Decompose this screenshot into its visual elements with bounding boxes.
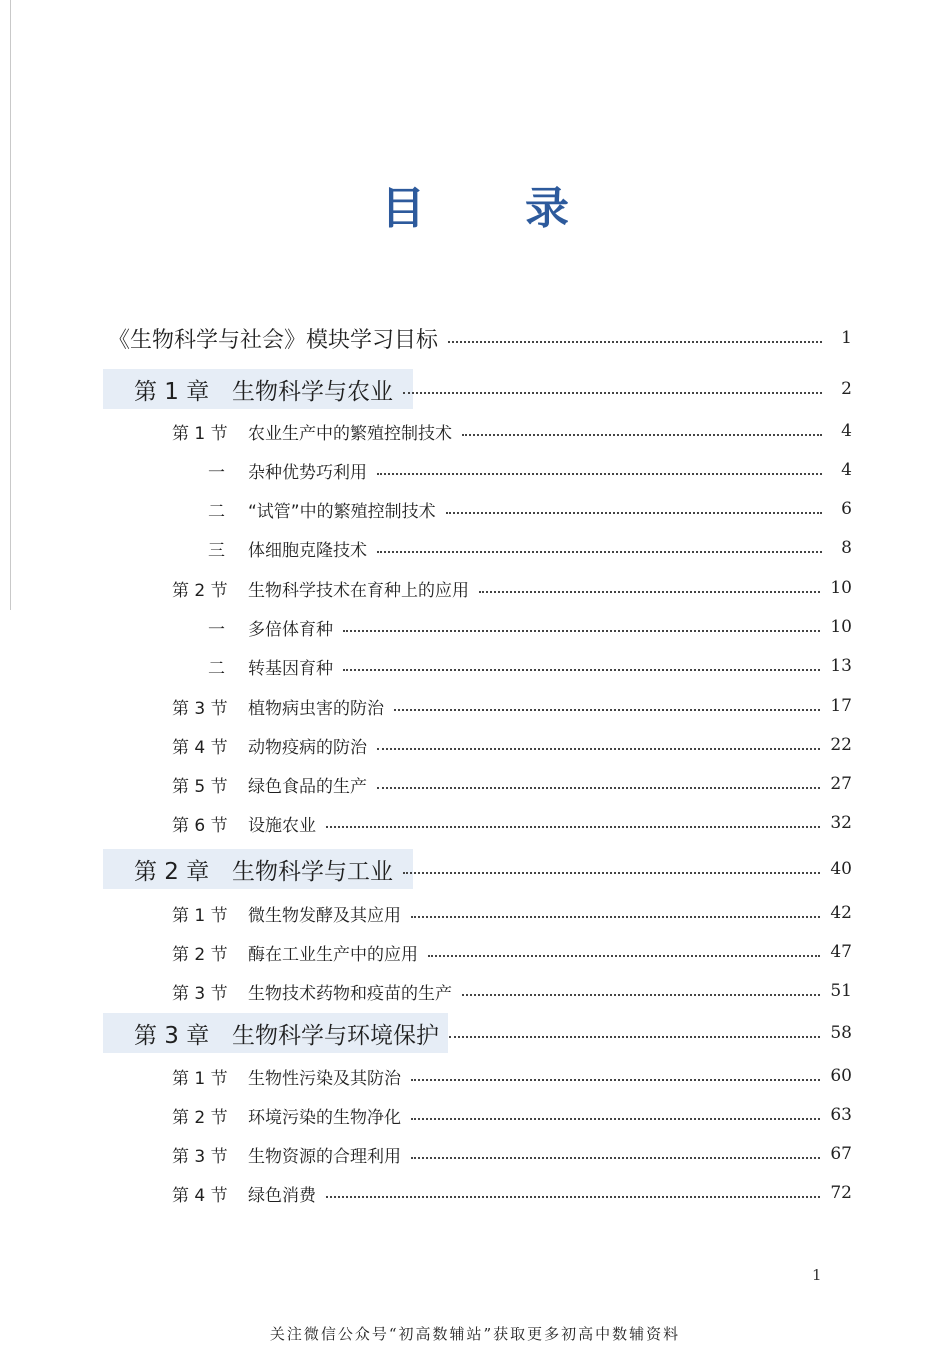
subitem-number: 二 — [208, 501, 225, 522]
toc-page-number: 17 — [830, 696, 852, 716]
leader-dots — [411, 1118, 820, 1120]
toc-section[interactable] — [0, 764, 950, 804]
toc-page-number: 42 — [830, 903, 852, 923]
leader-dots — [343, 630, 820, 632]
leader-dots — [377, 473, 822, 475]
leader-dots — [326, 1196, 820, 1198]
section-title: 植物病虫害的防治 — [248, 698, 384, 719]
leader-dots — [377, 787, 820, 789]
toc-section[interactable] — [0, 893, 950, 933]
toc-section[interactable] — [0, 1173, 950, 1213]
leader-dots — [462, 434, 822, 436]
section-number: 第 5 节 — [172, 776, 228, 797]
section-number: 第 1 节 — [172, 423, 228, 444]
toc-page-number: 67 — [830, 1144, 852, 1164]
leader-dots — [411, 1079, 820, 1081]
section-title: 生物技术药物和疫苗的生产 — [248, 983, 452, 1004]
section-title: 生物科学技术在育种上的应用 — [248, 580, 469, 601]
subitem-title: 转基因育种 — [248, 658, 333, 679]
toc-page-number: 22 — [830, 735, 852, 755]
toc-page-number: 27 — [830, 774, 852, 794]
toc-section[interactable] — [0, 411, 950, 451]
toc-entry-goals[interactable] — [0, 318, 950, 358]
toc-page-number: 32 — [830, 813, 852, 833]
chapter-title: 生物科学与农业 — [232, 378, 393, 405]
subitem-number: 一 — [208, 619, 225, 640]
toc-page-number: 6 — [841, 499, 852, 519]
leader-dots — [411, 916, 820, 918]
toc-section[interactable] — [0, 1056, 950, 1096]
section-number: 第 3 节 — [172, 1146, 228, 1167]
subitem-title: 多倍体育种 — [248, 619, 333, 640]
page-title — [0, 172, 950, 236]
section-title: 农业生产中的繁殖控制技术 — [248, 423, 452, 444]
toc-section[interactable] — [0, 971, 950, 1011]
section-number: 第 3 节 — [172, 983, 228, 1004]
section-title: 生物性污染及其防治 — [248, 1068, 401, 1089]
leader-dots — [411, 1157, 820, 1159]
toc-page-number: 4 — [841, 460, 852, 480]
chapter-title: 生物科学与工业 — [232, 858, 393, 885]
toc-page-number: 51 — [830, 981, 852, 1001]
subitem-title: 体细胞克隆技术 — [248, 540, 367, 561]
leader-dots — [326, 826, 820, 828]
leader-dots — [449, 1036, 820, 1038]
leader-dots — [462, 994, 820, 996]
section-title: 绿色食品的生产 — [248, 776, 367, 797]
subitem-title: “试管”中的繁殖控制技术 — [248, 501, 436, 522]
section-number: 第 3 节 — [172, 698, 228, 719]
section-title: 酶在工业生产中的应用 — [248, 944, 418, 965]
toc-chapter-3[interactable] — [0, 1013, 950, 1053]
toc-section[interactable] — [0, 686, 950, 726]
toc-section[interactable] — [0, 932, 950, 972]
toc-page-number: 60 — [830, 1066, 852, 1086]
subitem-number: 一 — [208, 462, 225, 483]
leader-dots — [479, 591, 820, 593]
toc-section[interactable] — [0, 803, 950, 843]
toc-chapter-2[interactable] — [0, 849, 950, 889]
section-number: 第 1 节 — [172, 905, 228, 926]
title-char-1: 目 — [381, 183, 425, 234]
section-number: 第 4 节 — [172, 1185, 228, 1206]
leader-dots — [446, 512, 822, 514]
toc-page-number: 2 — [841, 379, 852, 399]
toc-page-number: 10 — [830, 617, 852, 637]
leader-dots — [343, 669, 820, 671]
section-title: 绿色消费 — [248, 1185, 316, 1206]
leader-dots — [403, 392, 822, 394]
footer-page-number: 1 — [812, 1266, 822, 1284]
toc-page-number: 47 — [830, 942, 852, 962]
leader-dots — [394, 709, 820, 711]
leader-dots — [403, 872, 820, 874]
subitem-number: 二 — [208, 658, 225, 679]
section-number: 第 2 节 — [172, 1107, 228, 1128]
toc-page-number: 40 — [830, 859, 852, 879]
toc-subitem[interactable] — [0, 607, 950, 647]
title-char-2: 录 — [525, 183, 569, 234]
toc-page-number: 13 — [830, 656, 852, 676]
toc-section[interactable] — [0, 1134, 950, 1174]
toc-page-number: 1 — [841, 328, 852, 348]
toc-entry-label: 《生物科学与社会》模块学习目标 — [108, 327, 439, 353]
toc-page-number: 72 — [830, 1183, 852, 1203]
toc-section[interactable] — [0, 568, 950, 608]
section-number: 第 2 节 — [172, 580, 228, 601]
section-title: 环境污染的生物净化 — [248, 1107, 401, 1128]
toc-section[interactable] — [0, 1095, 950, 1135]
leader-dots — [428, 955, 820, 957]
toc-chapter-1[interactable] — [0, 369, 950, 409]
section-number: 第 4 节 — [172, 737, 228, 758]
chapter-number: 第 1 章 — [134, 378, 210, 405]
toc-section[interactable] — [0, 725, 950, 765]
subitem-number: 三 — [208, 540, 225, 561]
leader-dots — [377, 551, 822, 553]
toc-page-number: 58 — [830, 1023, 852, 1043]
section-title: 动物疫病的防治 — [248, 737, 367, 758]
toc-subitem[interactable] — [0, 450, 950, 490]
footer-watermark-note: 关注微信公众号“初高数辅站”获取更多初高中数辅资料 — [269, 1325, 681, 1343]
subitem-title: 杂种优势巧利用 — [248, 462, 367, 483]
toc-page-number: 63 — [830, 1105, 852, 1125]
toc-subitem[interactable] — [0, 528, 950, 568]
section-title: 微生物发酵及其应用 — [248, 905, 401, 926]
chapter-title: 生物科学与环境保护 — [232, 1022, 439, 1049]
section-title: 设施农业 — [248, 815, 316, 836]
section-number: 第 2 节 — [172, 944, 228, 965]
toc-subitem[interactable] — [0, 646, 950, 686]
leader-dots — [448, 341, 822, 343]
chapter-number: 第 3 章 — [134, 1022, 210, 1049]
section-number: 第 1 节 — [172, 1068, 228, 1089]
chapter-number: 第 2 章 — [134, 858, 210, 885]
leader-dots — [377, 748, 820, 750]
toc-page-number: 10 — [830, 578, 852, 598]
toc-page-number: 4 — [841, 421, 852, 441]
toc-subitem[interactable] — [0, 489, 950, 529]
section-number: 第 6 节 — [172, 815, 228, 836]
section-title: 生物资源的合理利用 — [248, 1146, 401, 1167]
toc-page-number: 8 — [841, 538, 852, 558]
